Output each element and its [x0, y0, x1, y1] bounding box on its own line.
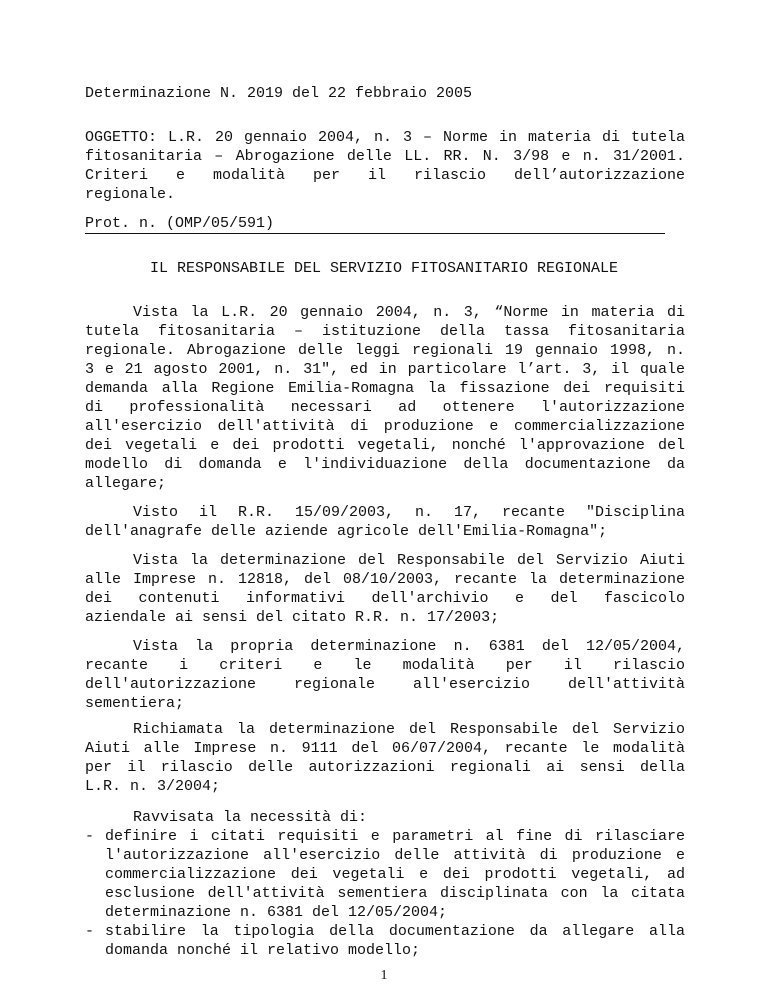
- page-number: 1: [380, 968, 388, 983]
- paragraph-line: di professionalità necessari ad ottenere l'autorizzazione: [85, 399, 685, 416]
- oggetto-line: Criteri e modalità per il rilascio dell’autorizzazione: [85, 167, 685, 184]
- paragraph-line: modello di domanda e l'individuazione della documentazione da: [85, 456, 685, 473]
- list-item-line: commercializzazione dei vegetali e dei prodotti vegetali, ad: [105, 866, 685, 883]
- paragraph-line: all'esercizio dell'attività di produzione e commercializzazione: [85, 418, 685, 435]
- paragraph-line: Aiuti alle Imprese n. 9111 del 06/07/2004, recante le modalità: [85, 740, 685, 757]
- oggetto-line: OGGETTO: L.R. 20 gennaio 2004, n. 3 – Norme in materia di tutela: [85, 129, 685, 146]
- paragraph-line: dei vegetali e dei prodotti vegetali, nonché l'approvazione del: [85, 437, 685, 454]
- list-item-line: stabilire la tipologia della documentazione da allegare alla: [105, 923, 685, 940]
- paragraph-line: demanda alla Regione Emilia-Romagna la fissazione dei requisiti: [85, 380, 685, 397]
- list-item-line: determinazione n. 6381 del 12/05/2004;: [105, 904, 448, 921]
- paragraph-line: regionale. Abrogazione delle leggi regionali 19 gennaio 1998, n.: [85, 342, 685, 359]
- separator-rule: [85, 233, 665, 234]
- list-bullet: -: [85, 923, 95, 940]
- list-item-line: esclusione dell'attività sementiera disciplinata con la citata: [105, 885, 685, 902]
- paragraph-line: aziendale ai sensi del citato R.R. n. 17/2003;: [85, 609, 500, 626]
- protocol-number: Prot. n. (OMP/05/591): [85, 215, 275, 232]
- paragraph-line: per il rilascio delle autorizzazioni regionali ai sensi della: [85, 759, 685, 776]
- paragraph-line: Visto il R.R. 15/09/2003, n. 17, recante "Disciplina: [133, 504, 685, 521]
- list-intro: Ravvisata la necessità di:: [133, 809, 368, 826]
- paragraph-line: 3 e 21 agosto 2001, n. 31", ed in particolare l’art. 3, il quale: [85, 361, 685, 378]
- paragraph-line: Vista la propria determinazione n. 6381 del 12/05/2004,: [133, 638, 685, 655]
- oggetto-line: fitosanitaria – Abrogazione delle LL. RR. N. 3/98 e n. 31/2001.: [85, 148, 685, 165]
- paragraph-line: allegare;: [85, 475, 167, 492]
- paragraph-line: Vista la determinazione del Responsabile del Servizio Aiuti: [133, 552, 685, 569]
- document-title: Determinazione N. 2019 del 22 febbraio 2005: [85, 85, 473, 102]
- list-item-line: definire i citati requisiti e parametri al fine di rilasciare: [105, 828, 685, 845]
- paragraph-line: tutela fitosanitaria – istituzione della tassa fitosanitaria: [85, 323, 685, 340]
- paragraph-line: sementiera;: [85, 695, 185, 712]
- paragraph-line: dell'autorizzazione regionale all'esercizio dell'attività: [85, 676, 685, 693]
- list-item-line: domanda nonché il relativo modello;: [105, 942, 421, 959]
- list-bullet: -: [85, 828, 95, 845]
- paragraph-line: L.R. n. 3/2004;: [85, 778, 221, 795]
- oggetto-line: regionale.: [85, 186, 176, 203]
- paragraph-line: Vista la L.R. 20 gennaio 2004, n. 3, “Norme in materia di: [133, 304, 685, 321]
- list-item-line: l'autorizzazione all'esercizio delle attività di produzione e: [105, 847, 685, 864]
- paragraph-line: Richiamata la determinazione del Responsabile del Servizio: [133, 721, 685, 738]
- paragraph-line: dei contenuti informativi dell'archivio e del fascicolo: [85, 590, 685, 607]
- paragraph-line: alle Imprese n. 12818, del 08/10/2003, recante la determinazione: [85, 571, 685, 588]
- paragraph-line: recante i criteri e le modalità per il rilascio: [85, 657, 685, 674]
- section-heading: IL RESPONSABILE DEL SERVIZIO FITOSANITARIO REGIONALE: [149, 260, 619, 277]
- paragraph-line: dell'anagrafe delle aziende agricole dell'Emilia-Romagna";: [85, 523, 608, 540]
